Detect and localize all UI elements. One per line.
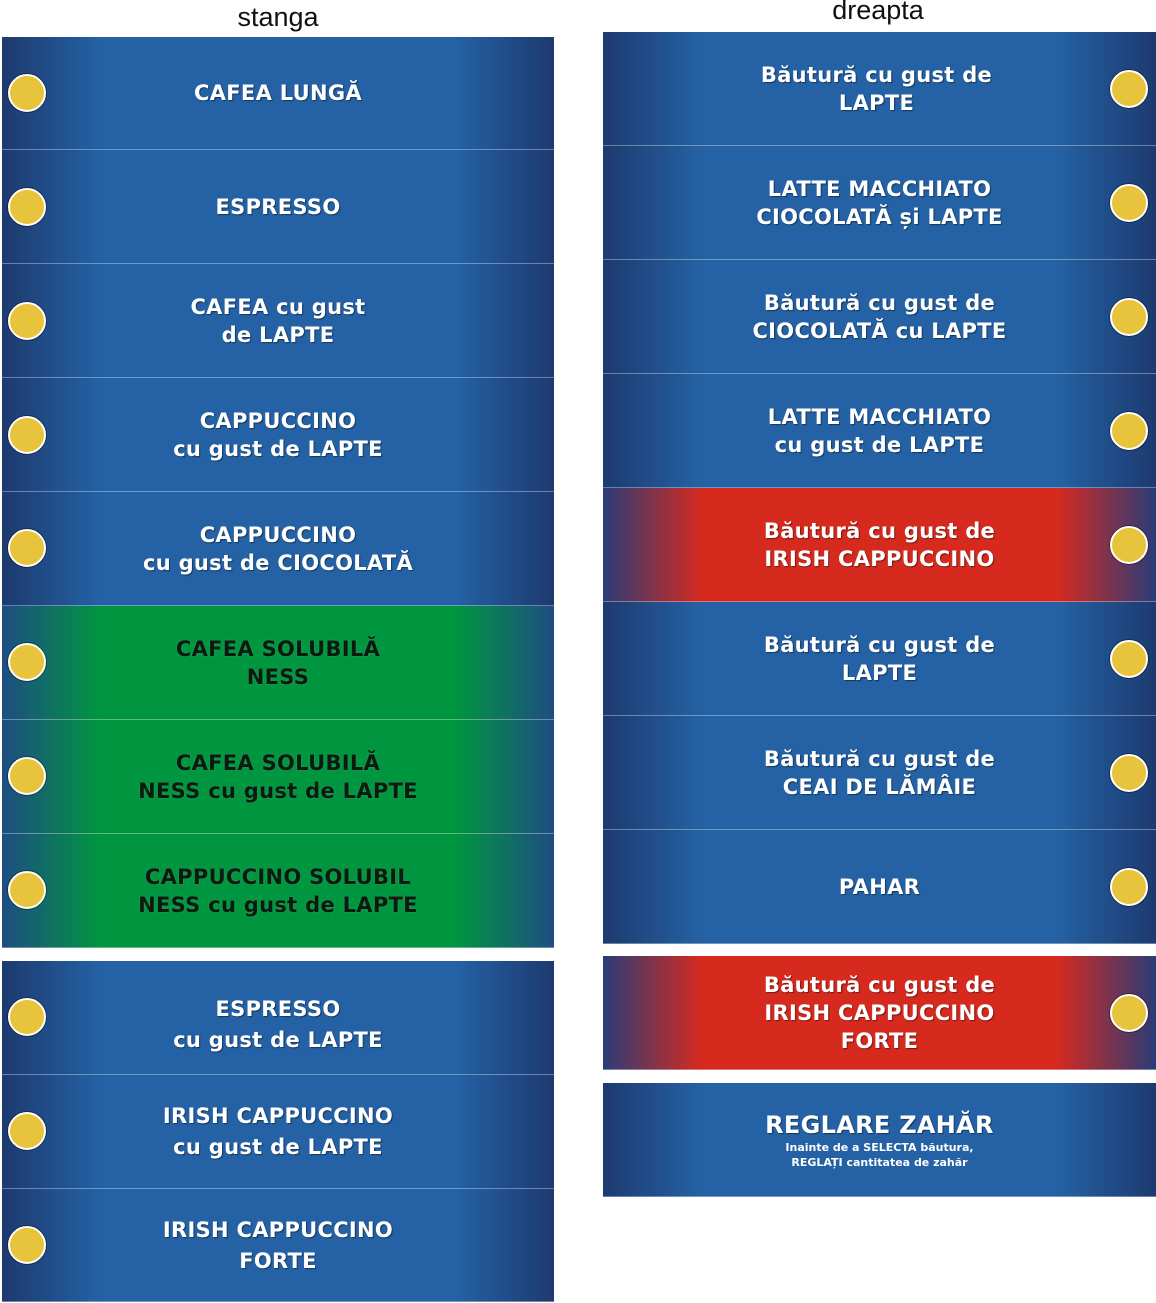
panel-label-line: ESPRESSO bbox=[215, 194, 341, 219]
panel-label-line: CIOCOLATĂ și LAPTE bbox=[756, 204, 1003, 229]
select-button-right-6[interactable] bbox=[1110, 640, 1148, 678]
panel-label-line: CAPPUCCINO bbox=[199, 522, 357, 547]
left-panel-6 bbox=[2, 606, 554, 720]
select-button-left-3[interactable] bbox=[8, 302, 46, 340]
sugar-adjust-note-line: Inainte de a SELECTA băutura, bbox=[785, 1140, 974, 1154]
select-button-right-8[interactable] bbox=[1110, 868, 1148, 906]
left-panel-7 bbox=[2, 720, 554, 834]
left-column-title: stanga bbox=[237, 2, 319, 32]
right-panel-4 bbox=[603, 374, 1156, 488]
panel-label-line: CAFEA SOLUBILĂ bbox=[175, 636, 381, 661]
select-button-right-5[interactable] bbox=[1110, 526, 1148, 564]
left-panel-9 bbox=[2, 961, 554, 1075]
select-button-left-5[interactable] bbox=[8, 529, 46, 567]
panel-label-line: IRISH CAPPUCCINO bbox=[764, 546, 995, 571]
select-button-left-8[interactable] bbox=[8, 871, 46, 909]
panel-label-line: NESS bbox=[246, 664, 310, 689]
sugar-adjust-panel bbox=[603, 1083, 1156, 1197]
sugar-adjust-title: REGLARE ZAHĂR bbox=[765, 1110, 994, 1139]
panel-label-line: IRISH CAPPUCCINO bbox=[764, 1000, 995, 1025]
select-button-left-11[interactable] bbox=[8, 1226, 46, 1264]
panel-label-line: NESS cu gust de LAPTE bbox=[138, 778, 418, 803]
select-button-right-4[interactable] bbox=[1110, 412, 1148, 450]
right-panel-6 bbox=[603, 602, 1156, 716]
panel-label-line: cu gust de CIOCOLATĂ bbox=[142, 550, 414, 575]
panel-label-line: PAHAR bbox=[838, 874, 921, 899]
panel-label-line: Băutură cu gust de bbox=[760, 62, 993, 87]
left-panel-11 bbox=[2, 1189, 554, 1302]
panel-label-line: Băutură cu gust de bbox=[763, 290, 996, 315]
panel-label-line: Băutură cu gust de bbox=[763, 746, 996, 771]
panel-label-line: FORTE bbox=[239, 1248, 317, 1273]
panel-label-line: cu gust de LAPTE bbox=[774, 432, 985, 457]
left-panel-3 bbox=[2, 264, 554, 378]
left-panel-1 bbox=[2, 37, 554, 150]
left-panel-8 bbox=[2, 834, 554, 948]
panel-label-line: cu gust de LAPTE bbox=[173, 1028, 383, 1052]
panel-label-line: CAFEA SOLUBILĂ bbox=[175, 750, 381, 775]
select-button-left-10[interactable] bbox=[8, 1112, 46, 1150]
panel-label-line: CEAI DE LĂMÂIE bbox=[782, 774, 977, 799]
panel-label-line: CAPPUCCINO bbox=[199, 408, 357, 433]
panel-label-line: IRISH CAPPUCCINO bbox=[162, 1217, 394, 1242]
panel-label-line: cu gust de LAPTE bbox=[173, 1135, 383, 1159]
panel-label-line: Băutură cu gust de bbox=[763, 632, 996, 657]
right-panel-2 bbox=[603, 146, 1156, 260]
panel-label-line: CAPPUCCINO SOLUBIL bbox=[144, 864, 412, 889]
left-panel-10 bbox=[2, 1075, 554, 1189]
panel-label-line: FORTE bbox=[840, 1028, 919, 1053]
panel-label-line: LAPTE bbox=[841, 660, 918, 685]
panel-label-line: LAPTE bbox=[838, 90, 915, 115]
select-button-right-7[interactable] bbox=[1110, 754, 1148, 792]
panel-label-line: ESPRESSO bbox=[215, 997, 341, 1021]
panel-label-line: LATTE MACCHIATO bbox=[767, 404, 992, 429]
select-button-right-9[interactable] bbox=[1110, 994, 1148, 1032]
select-button-left-9[interactable] bbox=[8, 998, 46, 1036]
panel-label-line: CAFEA LUNGĂ bbox=[194, 81, 362, 105]
panel-label-line: de LAPTE bbox=[221, 322, 335, 347]
right-panel-8 bbox=[603, 830, 1156, 944]
panel-label-line: Băutură cu gust de bbox=[763, 972, 996, 997]
select-button-right-2[interactable] bbox=[1110, 184, 1148, 222]
panel-label-line: CAFEA cu gust bbox=[190, 294, 366, 319]
right-panel-7 bbox=[603, 716, 1156, 830]
panel-label-line: CIOCOLATĂ cu LAPTE bbox=[752, 318, 1007, 343]
left-panel-2 bbox=[2, 150, 554, 264]
select-button-left-7[interactable] bbox=[8, 757, 46, 795]
panel-label-line: cu gust de LAPTE bbox=[173, 436, 383, 461]
panel-label-line: NESS cu gust de LAPTE bbox=[138, 892, 418, 917]
panel-label-line: LATTE MACCHIATO bbox=[767, 176, 992, 201]
right-panel-3 bbox=[603, 260, 1156, 374]
left-panel-4 bbox=[2, 378, 554, 492]
panel-label-line: IRISH CAPPUCCINO bbox=[162, 1104, 394, 1128]
select-button-right-3[interactable] bbox=[1110, 298, 1148, 336]
panel-label-line: Băutură cu gust de bbox=[763, 518, 996, 543]
select-button-left-2[interactable] bbox=[8, 188, 46, 226]
select-button-right-1[interactable] bbox=[1110, 70, 1148, 108]
right-panel-9 bbox=[603, 956, 1156, 1070]
right-panel-5 bbox=[603, 488, 1156, 602]
sugar-adjust-note-line: REGLAȚI cantitatea de zahăr bbox=[791, 1155, 968, 1169]
select-button-left-6[interactable] bbox=[8, 643, 46, 681]
select-button-left-4[interactable] bbox=[8, 416, 46, 454]
left-panel-5 bbox=[2, 492, 554, 606]
right-panel-1 bbox=[603, 32, 1156, 146]
select-button-left-1[interactable] bbox=[8, 74, 46, 112]
right-column-title: dreapta bbox=[832, 0, 924, 25]
